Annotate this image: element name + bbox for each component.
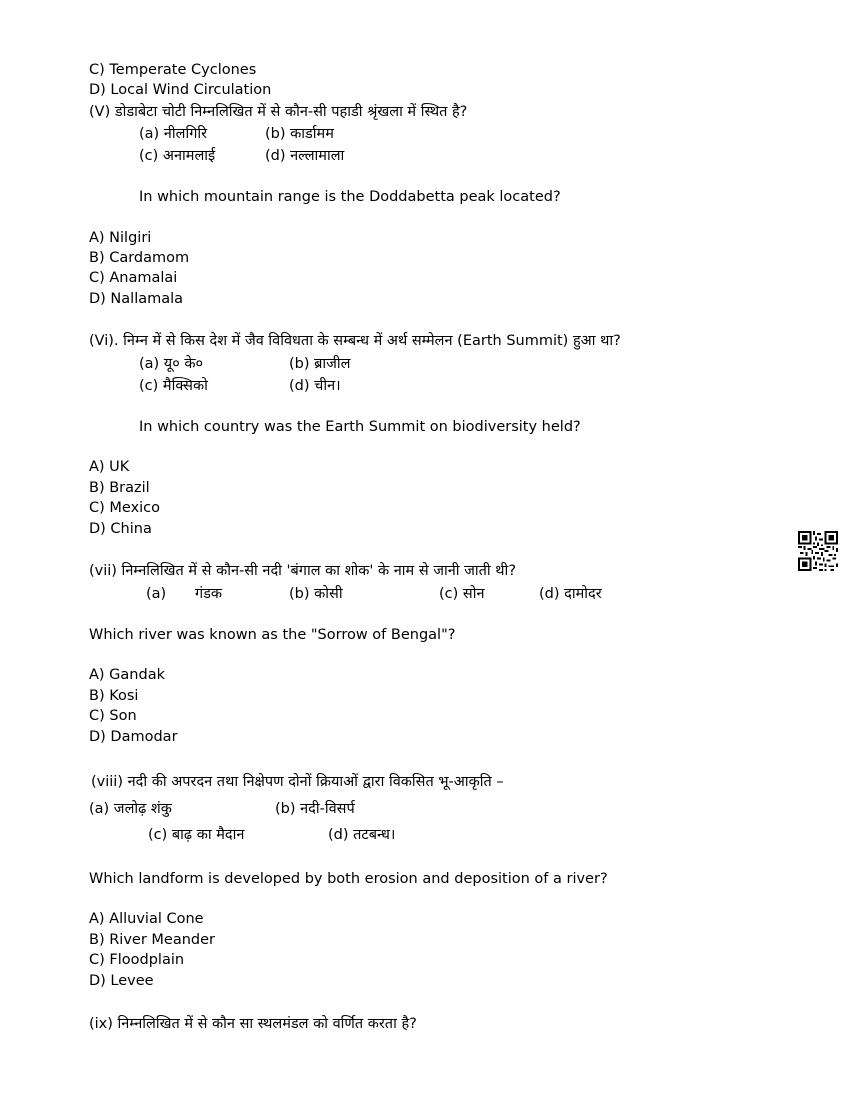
q7-option-b: B) Kosi <box>89 688 139 704</box>
q5-option-c: C) Anamalai <box>89 270 178 286</box>
q6-option-c: C) Mexico <box>89 500 161 516</box>
q7-english-question: Which river was known as the "Sorrow of Bengal"? <box>89 627 456 643</box>
q6-hindi-option-c: (c) मैक्सिको <box>139 378 208 394</box>
q8-hindi-option-c: (c) बाढ़ का मैदान <box>148 827 245 843</box>
q7-hindi-option-d: (d) दामोदर <box>539 586 602 602</box>
q8-hindi-option-b: (b) नदी-विसर्प <box>275 801 355 817</box>
qr-code-icon <box>798 531 838 571</box>
q9-hindi-question: (ix) निम्नलिखित में से कौन सा स्थलमंडल को वर्णित करता है? <box>89 1016 417 1032</box>
q5-hindi-option-c: (c) अनामलाई <box>139 148 216 164</box>
q8-hindi-question: (viii) नदी की अपरदन तथा निक्षेपण दोनों क्रियाओं द्वारा विकसित भू-आकृति – <box>91 774 504 790</box>
q5-hindi-option-a: (a) नीलगिरि <box>139 126 208 142</box>
q6-option-a: A) UK <box>89 459 130 475</box>
q6-hindi-option-a: (a) यू० के० <box>139 356 204 372</box>
q5-option-b: B) Cardamom <box>89 250 190 266</box>
prev-option-c: C) Temperate Cyclones <box>89 62 257 78</box>
q5-english-question: In which mountain range is the Doddabetta peak located? <box>139 189 561 205</box>
q6-english-question: In which country was the Earth Summit on biodiversity held? <box>139 419 581 435</box>
q8-option-a: A) Alluvial Cone <box>89 911 204 927</box>
q8-hindi-option-a: (a) जलोढ़ शंकु <box>89 801 172 817</box>
q7-hindi-option-c: (c) सोन <box>439 586 485 602</box>
q7-hindi-option-a-label: (a) <box>146 586 167 602</box>
q8-hindi-option-d: (d) तटबन्ध। <box>328 827 396 843</box>
q7-option-c: C) Son <box>89 708 137 724</box>
q8-english-question: Which landform is developed by both erosion and deposition of a river? <box>89 871 608 887</box>
prev-option-d: D) Local Wind Circulation <box>89 82 272 98</box>
q5-hindi-question: (V) डोडाबेटा चोटी निम्नलिखित में से कौन-सी पहाडी श्रृंखला में स्थित है? <box>89 104 468 120</box>
q5-hindi-option-b: (b) कार्डामम <box>265 126 334 142</box>
q7-option-a: A) Gandak <box>89 667 165 683</box>
q6-hindi-option-b: (b) ब्राजील <box>289 356 351 372</box>
q8-option-c: C) Floodplain <box>89 952 185 968</box>
q6-hindi-question: (Vi). निम्न में से किस देश में जैव विविधता के सम्बन्ध में अर्थ सम्मेलन (Earth Summit) हुआ था? <box>89 333 621 349</box>
q7-option-d: D) Damodar <box>89 729 178 745</box>
q5-hindi-option-d: (d) नल्लामाला <box>265 148 345 164</box>
q6-hindi-option-d: (d) चीन। <box>289 378 341 394</box>
q7-hindi-option-b: (b) कोसी <box>289 586 343 602</box>
q5-option-a: A) Nilgiri <box>89 230 152 246</box>
q5-option-d: D) Nallamala <box>89 291 184 307</box>
q7-hindi-question: (vii) निम्नलिखित में से कौन-सी नदी 'बंगाल का शोक' के नाम से जानी जाती थी? <box>89 563 517 579</box>
q6-option-b: B) Brazil <box>89 480 150 496</box>
q8-option-d: D) Levee <box>89 973 154 989</box>
q6-option-d: D) China <box>89 521 152 537</box>
q7-hindi-option-a-text: गंडक <box>195 586 223 602</box>
q8-option-b: B) River Meander <box>89 932 215 948</box>
